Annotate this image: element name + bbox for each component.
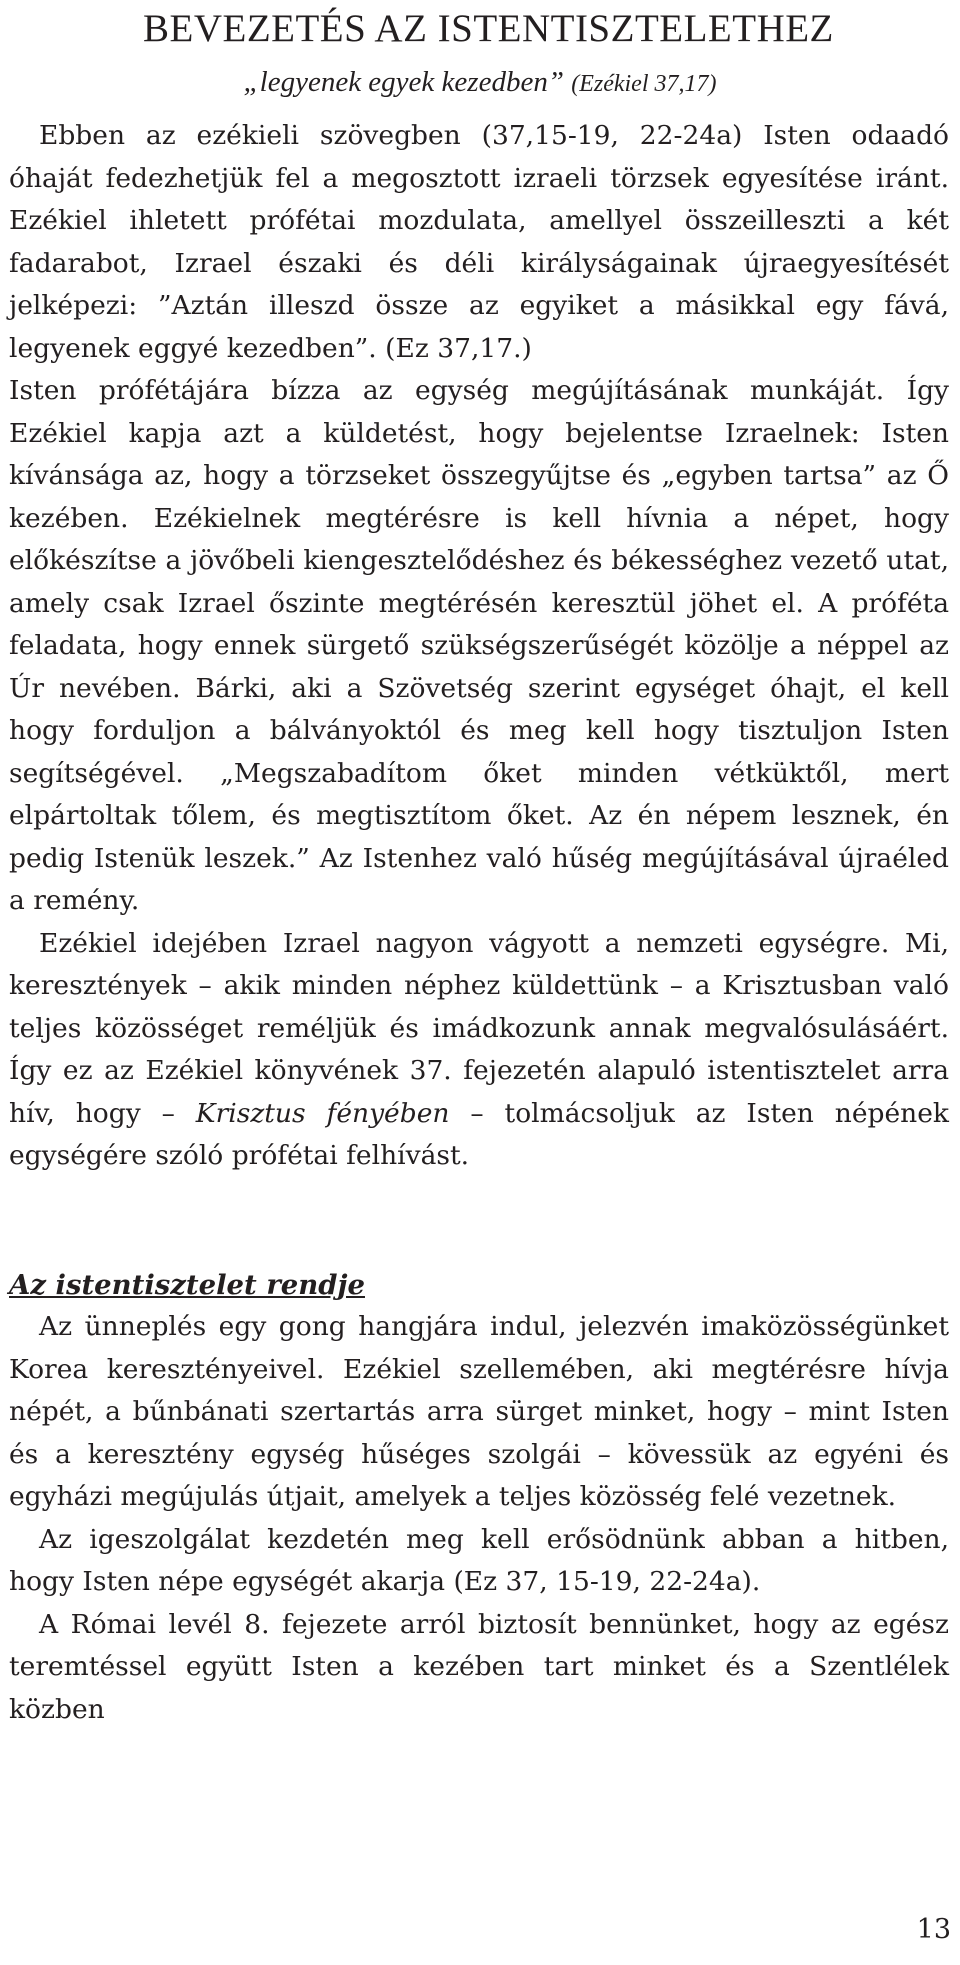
page-title: BEVEZETÉS AZ ISTENTISZTELETHEZ xyxy=(143,7,834,50)
paragraph-2: Isten prófétájára bízza az egység megújításának munkáját. Így Ezékiel kapja azt a küldetést, hogy bejelentse Izraelnek: Isten kívánsága az, hogy a törzseket összegyűjtse és „egyben tartsa” az Ő kezében. Ezékielnek megtérésre is kell hívnia a népet, hogy előkészítse a jövőbeli kiengesztelődéshez és békességhez vezető utat, amely csak Izrael őszinte megtérésén keresztül jöhet el. A próféta feladata, hogy ennek sürgető szükségszerűségét közölje a néppel az Úr nevében. Bárki, aki a Szövetség szerint egységet óhajt, el kell hogy forduljon a bálványoktól és meg kell hogy tisztuljon Isten segítségével. „Megszabadítom őket minden vétküktől, mert elpártoltak tőlem, és megtisztítom őket. Az én népem lesznek, én pedig Istenük leszek.” Az Istenhez való hűség megújításával újraéled a remény. xyxy=(9,375,949,916)
section-paragraph-3: A Római levél 8. fejezete arról biztosít bennünket, hogy az egész teremtéssel együtt Isten a kezében tart minket és a Szentlélek közben xyxy=(9,1608,949,1725)
page-subtitle xyxy=(0,64,960,102)
section-heading: Az istentisztelet rendje xyxy=(9,1268,365,1301)
subtitle-quote: „legyenek egyek kezedben” xyxy=(243,66,564,98)
section-paragraph-1: Az ünneplés egy gong hangjára indul, jelezvén imaközösségünket Korea keresztényeivel. Ezékiel szellemében, aki megtérésre hívja népét, a bűnbánati szertartás arra sürget minket, hogy – mint Isten és a keresztény egység hűséges szolgái – kövessük az egyéni és egyházi megújulás útjait, amelyek a teljes közösség felé vezetnek. xyxy=(9,1311,949,1512)
paragraph-1: Ebben az ezékieli szövegben (37,15-19, 22-24a) Isten odaadó óhaját fedezhetjük fel a megosztott izraeli törzsek egyesítése iránt. Ezékiel ihletett prófétai mozdulata, amellyel összeilleszti a két fadarabot, Izrael északi és déli királyságainak újraegyesítését jelképezi: ”Aztán illeszd össze az egyiket a másikkal egy fává, legyenek eggyé kezedben”. (Ez 37,17.) xyxy=(9,120,949,364)
section-paragraph-2: Az igeszolgálat kezdetén meg kell erősödnünk abban a hitben, hogy Isten népe egységét akarja (Ez 37, 15-19, 22-24a). xyxy=(9,1523,949,1597)
subtitle-reference: (Ezékiel 37,17) xyxy=(571,71,717,97)
body-text xyxy=(9,115,949,1731)
page-number: 13 xyxy=(916,1914,951,1945)
paragraph-3: Ezékiel idejében Izrael nagyon vágyott a nemzeti egységre. Mi, keresztények – akik minden néphez küldettünk – a Krisztusban való teljes közösséget reméljük és imádkozunk annak megvalósulásáért. Így ez az Ezékiel könyvének 37. fejezetén alapuló istentisztelet arra hív, hogy – Krisztus fényében – tolmácsoljuk az Isten népének egységére szóló prófétai felhívást. xyxy=(9,927,949,1171)
section-gap xyxy=(9,1178,949,1264)
